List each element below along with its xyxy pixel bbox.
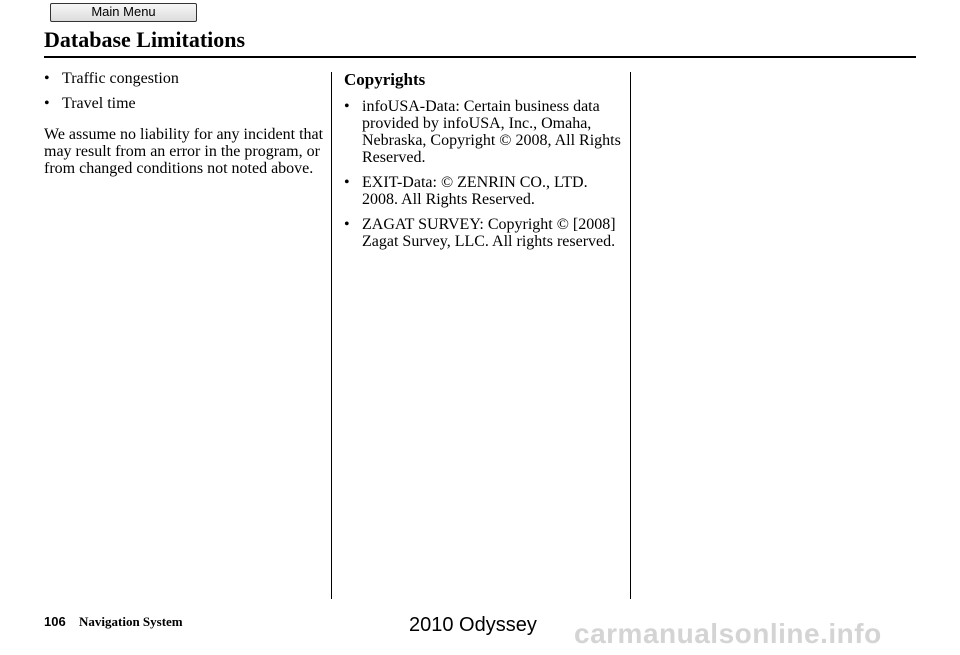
bullet-glyph: •: [44, 70, 50, 87]
list-item-text: infoUSA-Data: Certain business data provided by infoUSA, Inc., Omaha, Nebraska, Copyright © 2008, All Rights Reserved.: [362, 98, 621, 166]
bullet-glyph: •: [44, 95, 50, 112]
list-item: [44, 95, 324, 112]
column-divider: [630, 72, 631, 599]
copyright-list: [344, 98, 624, 250]
main-menu-button[interactable]: Main Menu: [50, 3, 197, 22]
left-column: [44, 70, 324, 177]
bullet-glyph: •: [344, 174, 350, 191]
list-item: [344, 174, 624, 208]
footer-section-name: Navigation System: [79, 614, 183, 629]
left-bullet-list: [44, 70, 324, 112]
copyrights-heading: Copyrights: [344, 70, 426, 89]
page-title: Database Limitations: [44, 27, 246, 52]
title-rule: [44, 56, 916, 58]
model-watermark: 2010 Odyssey: [409, 614, 537, 636]
list-item-text: ZAGAT SURVEY: Copyright © [2008] Zagat Survey, LLC. All rights reserved.: [362, 216, 616, 250]
middle-column: [344, 70, 624, 258]
list-item: [44, 70, 324, 87]
bullet-glyph: •: [344, 98, 350, 115]
list-item-text: EXIT-Data: © ZENRIN CO., LTD. 2008. All Rights Reserved.: [362, 174, 588, 208]
list-item-text: Travel time: [62, 95, 136, 112]
page-number: 106: [44, 614, 66, 629]
list-item: [344, 98, 624, 166]
bullet-glyph: •: [344, 216, 350, 233]
list-item-text: Traffic congestion: [62, 70, 179, 87]
liability-paragraph: We assume no liability for any incident that may result from an error in the program, or from changed conditions not noted above.: [44, 126, 324, 177]
list-item: [344, 216, 624, 250]
column-divider: [331, 72, 332, 599]
site-watermark: carmanualsonline.info: [574, 618, 882, 649]
